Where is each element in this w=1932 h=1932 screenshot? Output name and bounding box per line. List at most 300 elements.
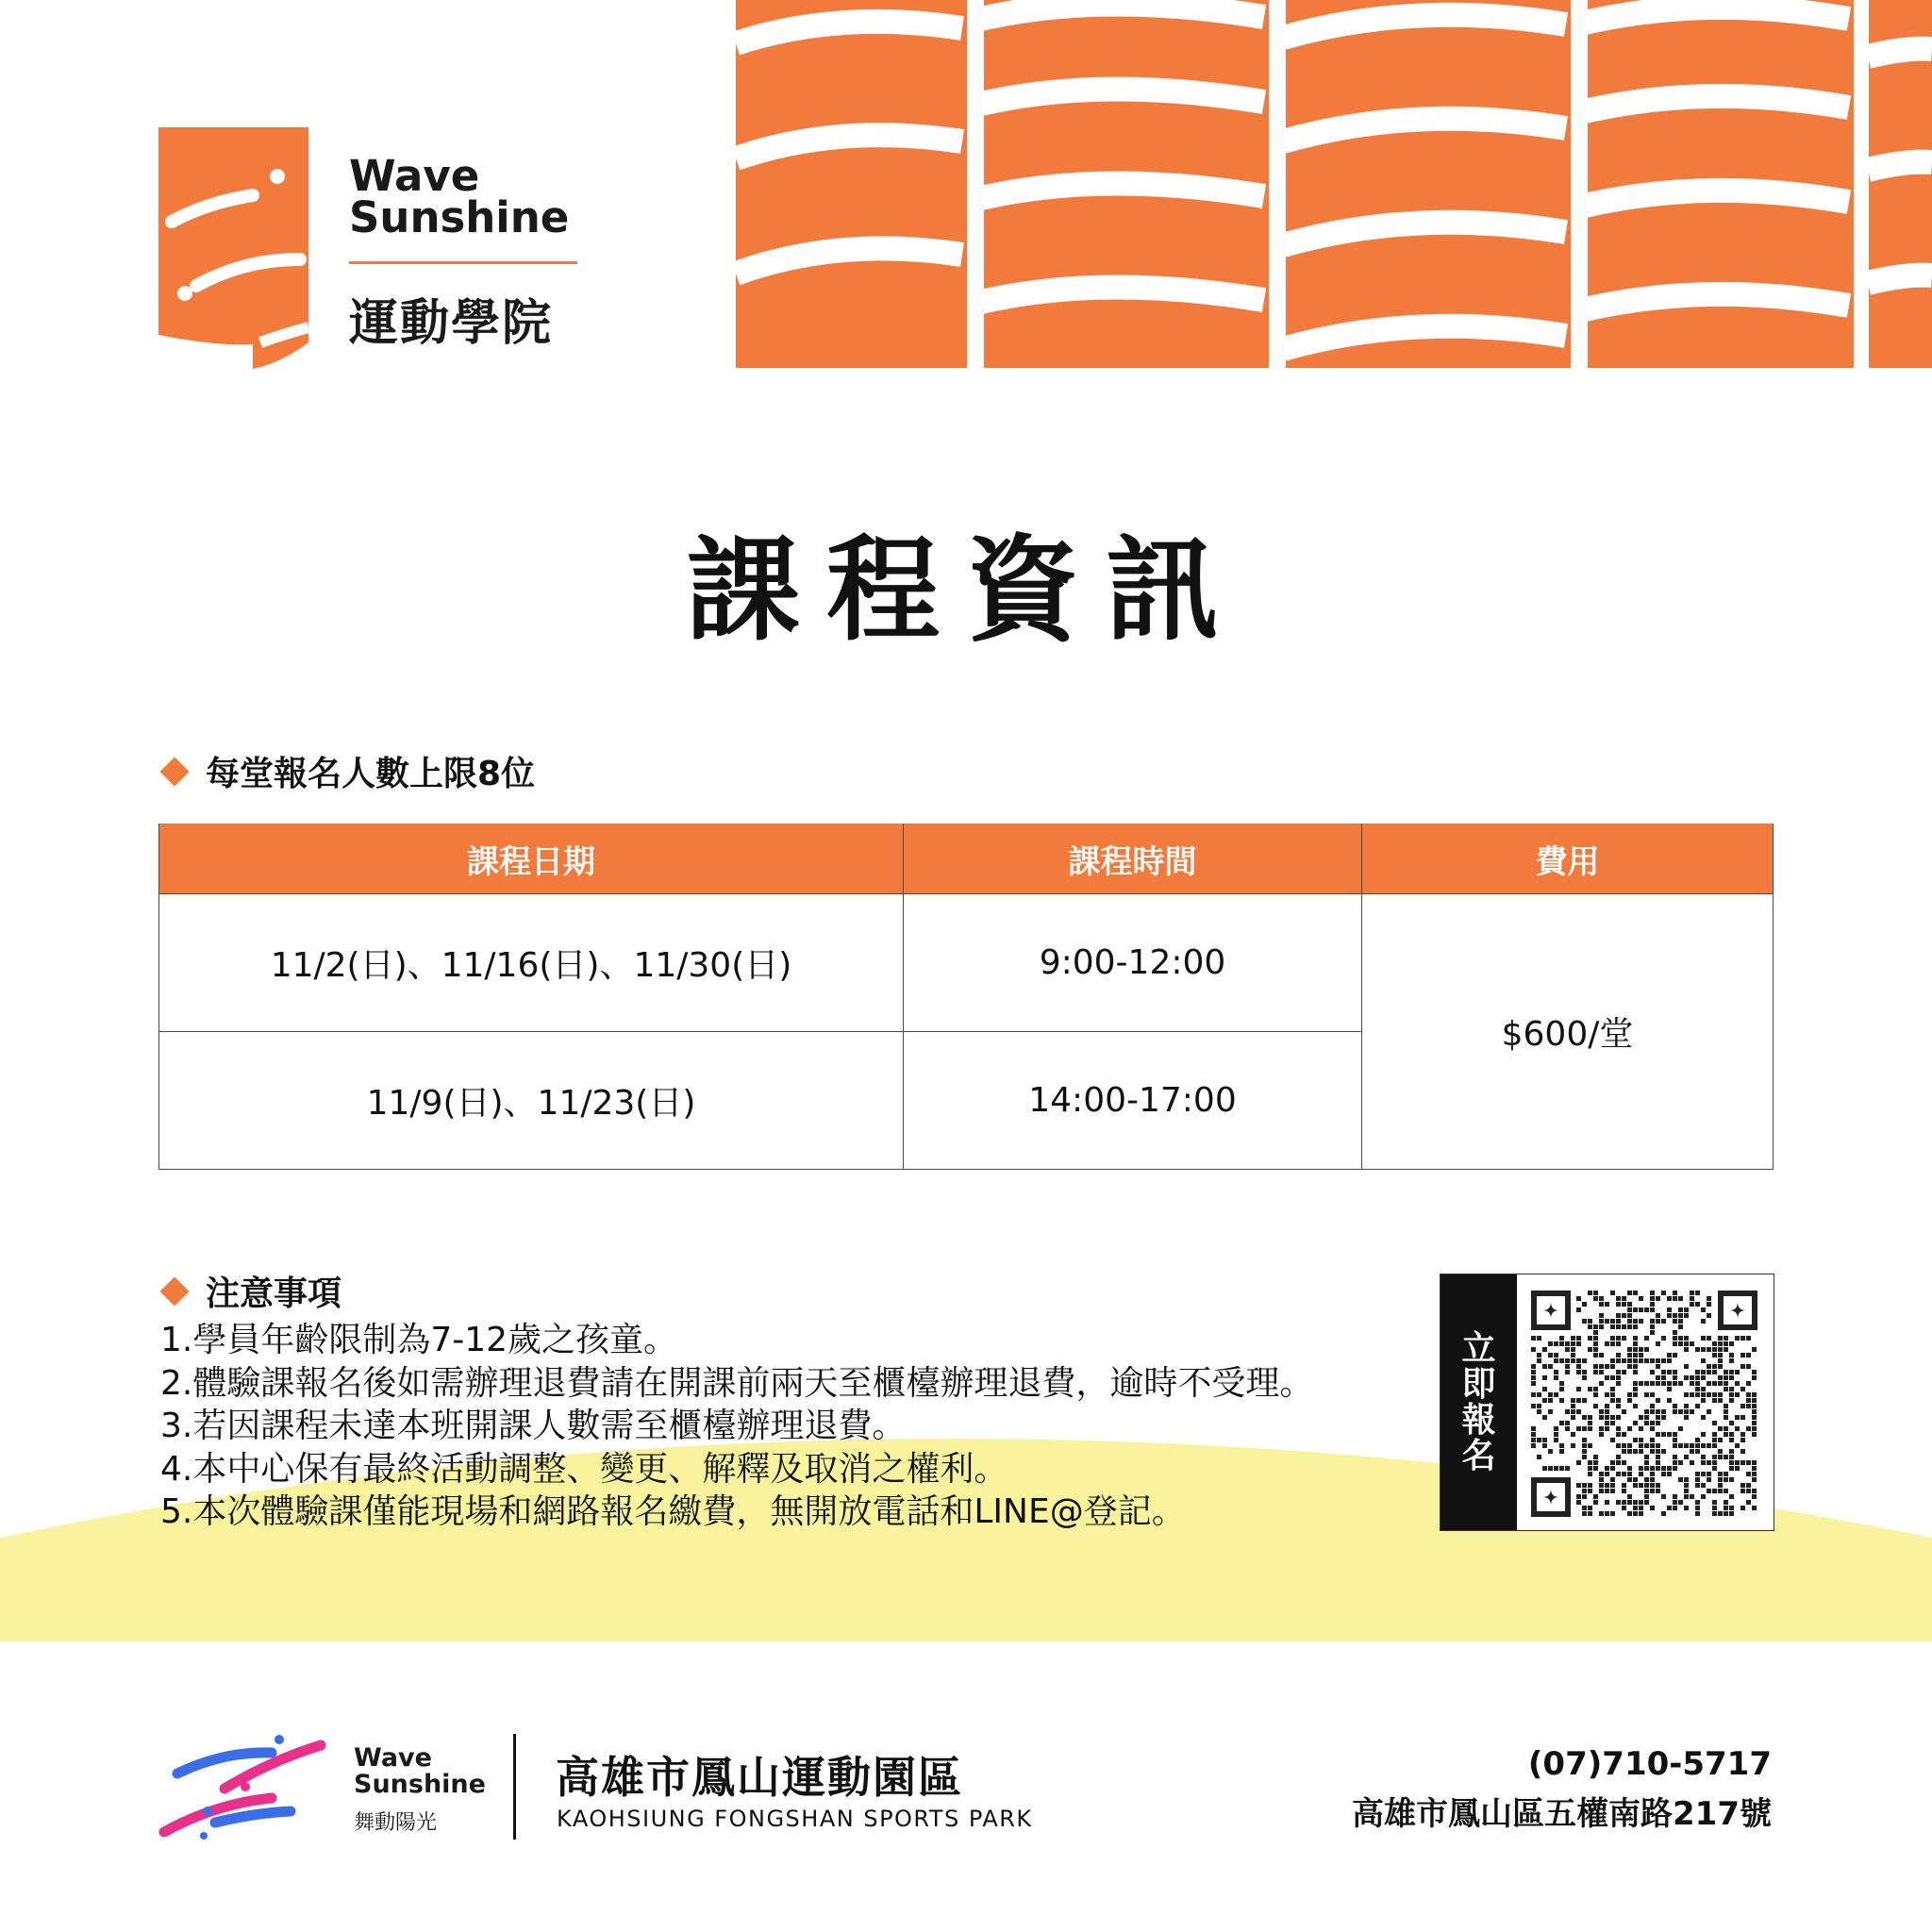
- qr-module: [1673, 1494, 1677, 1499]
- qr-module: [1661, 1319, 1666, 1324]
- qr-module: [1673, 1296, 1677, 1301]
- qr-module: [1752, 1370, 1757, 1374]
- qr-module: [1616, 1460, 1621, 1465]
- qr-module: [1559, 1398, 1564, 1403]
- qr-module: [1661, 1409, 1666, 1414]
- qr-module: [1616, 1500, 1621, 1505]
- header-course-time: 課程時間: [904, 824, 1362, 894]
- qr-module: [1729, 1455, 1734, 1459]
- qr-module: [1752, 1489, 1757, 1493]
- qr-module: [1582, 1302, 1587, 1307]
- qr-module: [1627, 1324, 1632, 1329]
- qr-module: [1593, 1392, 1598, 1397]
- qr-module: [1633, 1324, 1638, 1329]
- qr-module: [1673, 1381, 1677, 1386]
- qr-module: [1752, 1398, 1757, 1403]
- qr-module: [1701, 1494, 1706, 1499]
- diamond-bullet-icon: [159, 757, 189, 786]
- qr-module: [1610, 1415, 1615, 1420]
- qr-module: [1746, 1472, 1751, 1476]
- qr-module: [1627, 1364, 1632, 1369]
- qr-module: [1656, 1449, 1660, 1454]
- qr-module: [1610, 1483, 1615, 1488]
- qr-module: [1712, 1398, 1717, 1403]
- qr-module: [1559, 1421, 1564, 1425]
- qr-module: [1644, 1421, 1649, 1425]
- qr-module: [1724, 1426, 1728, 1431]
- qr-module: [1729, 1432, 1734, 1437]
- qr-module: [1746, 1381, 1751, 1386]
- qr-module: [1673, 1404, 1677, 1408]
- qr-module: [1718, 1358, 1723, 1363]
- qr-module: [1684, 1364, 1689, 1369]
- qr-module: [1644, 1409, 1649, 1414]
- qr-module: [1582, 1489, 1587, 1493]
- qr-module: [1616, 1353, 1621, 1357]
- qr-module: [1695, 1302, 1700, 1307]
- qr-module: [1673, 1409, 1677, 1414]
- qr-module: [1633, 1358, 1638, 1363]
- qr-module: [1673, 1353, 1677, 1357]
- wave-sunshine-footer-logo-icon: [158, 1732, 328, 1840]
- qr-module: [1582, 1415, 1587, 1420]
- qr-module: [1605, 1483, 1609, 1488]
- qr-module: [1678, 1307, 1683, 1312]
- qr-module: [1735, 1336, 1740, 1341]
- qr-module: [1718, 1449, 1723, 1454]
- qr-module: [1701, 1432, 1706, 1437]
- qr-module: [1752, 1415, 1757, 1420]
- qr-module: [1724, 1489, 1728, 1493]
- qr-module: [1605, 1375, 1609, 1380]
- qr-module: [1712, 1460, 1717, 1465]
- qr-module: [1701, 1370, 1706, 1374]
- qr-module: [1684, 1341, 1689, 1346]
- qr-module: [1707, 1460, 1711, 1465]
- qr-module: [1752, 1347, 1757, 1352]
- qr-module: [1548, 1398, 1553, 1403]
- qr-module: [1531, 1432, 1536, 1437]
- qr-module: [1729, 1341, 1734, 1346]
- qr-module: [1639, 1443, 1643, 1448]
- qr-module: [1633, 1438, 1638, 1442]
- qr-module: [1690, 1409, 1694, 1414]
- qr-module: [1740, 1438, 1745, 1442]
- qr-module: [1650, 1296, 1655, 1301]
- qr-module: [1695, 1443, 1700, 1448]
- qr-module: [1571, 1404, 1575, 1408]
- qr-module: [1695, 1472, 1700, 1476]
- qr-module: [1610, 1392, 1615, 1397]
- qr-module: [1633, 1421, 1638, 1425]
- qr-module: [1656, 1319, 1660, 1324]
- qr-module: [1746, 1336, 1751, 1341]
- qr-module: [1656, 1375, 1660, 1380]
- qr-module: [1639, 1449, 1643, 1454]
- qr-module: [1701, 1392, 1706, 1397]
- qr-module: [1571, 1415, 1575, 1420]
- qr-module: [1729, 1421, 1734, 1425]
- qr-module: [1678, 1313, 1683, 1318]
- qr-module: [1701, 1455, 1706, 1459]
- qr-module: [1701, 1307, 1706, 1312]
- qr-module: [1724, 1341, 1728, 1346]
- qr-module: [1588, 1291, 1592, 1295]
- qr-module: [1678, 1319, 1683, 1324]
- qr-module: [1554, 1392, 1558, 1397]
- qr-module: [1644, 1483, 1649, 1488]
- qr-module: [1593, 1460, 1598, 1465]
- qr-module: [1542, 1443, 1547, 1448]
- qr-module: [1559, 1387, 1564, 1391]
- qr-module: [1650, 1330, 1655, 1335]
- qr-module: [1559, 1341, 1564, 1346]
- list-item: 1.學員年齡限制為7-12歲之孩童。: [160, 1321, 678, 1359]
- qr-module: [1735, 1415, 1740, 1420]
- qr-module: [1537, 1392, 1541, 1397]
- qr-module: [1639, 1353, 1643, 1357]
- qr-module: [1695, 1500, 1700, 1505]
- qr-module: [1644, 1443, 1649, 1448]
- qr-module: [1746, 1460, 1751, 1465]
- qr-module: [1548, 1341, 1553, 1346]
- qr-module: [1650, 1302, 1655, 1307]
- qr-module: [1735, 1460, 1740, 1465]
- qr-module: [1673, 1330, 1677, 1335]
- qr-module: [1593, 1353, 1598, 1357]
- qr-module: [1695, 1375, 1700, 1380]
- qr-module: [1633, 1449, 1638, 1454]
- page-title: 課程資訊: [687, 524, 1245, 657]
- qr-module: [1616, 1443, 1621, 1448]
- qr-module: [1633, 1347, 1638, 1352]
- qr-module: [1684, 1409, 1689, 1414]
- qr-module: [1616, 1313, 1621, 1318]
- qr-module: [1633, 1483, 1638, 1488]
- course-dates-cell: 11/2(日)、11/16(日)、11/30(日): [159, 894, 904, 1032]
- qr-module: [1656, 1364, 1660, 1369]
- header-fee: 費用: [1362, 824, 1774, 894]
- qr-module: [1548, 1449, 1553, 1454]
- qr-module: [1542, 1387, 1547, 1391]
- qr-module: [1718, 1381, 1723, 1386]
- qr-module: [1690, 1375, 1694, 1380]
- qr-module: [1633, 1291, 1638, 1295]
- qr-module: [1605, 1302, 1609, 1307]
- qr-module: [1582, 1426, 1587, 1431]
- qr-module: [1639, 1347, 1643, 1352]
- qr-module: [1752, 1392, 1757, 1397]
- qr-module: [1673, 1336, 1677, 1341]
- qr-module: [1639, 1511, 1643, 1516]
- qr-module: [1735, 1392, 1740, 1397]
- qr-module: [1633, 1381, 1638, 1386]
- register-now-qr[interactable]: [1440, 1274, 1774, 1531]
- qr-module: [1627, 1392, 1632, 1397]
- qr-module: [1752, 1409, 1757, 1414]
- qr-module: [1752, 1506, 1757, 1510]
- qr-finder-pattern: [1534, 1293, 1568, 1327]
- qr-module: [1610, 1466, 1615, 1471]
- qr-module: [1746, 1364, 1751, 1369]
- qr-module: [1582, 1319, 1587, 1324]
- qr-module: [1718, 1477, 1723, 1482]
- qr-module: [1712, 1500, 1717, 1505]
- qr-module: [1559, 1449, 1564, 1454]
- qr-module: [1729, 1477, 1734, 1482]
- qr-module: [1644, 1392, 1649, 1397]
- qr-module: [1656, 1296, 1660, 1301]
- course-schedule-table: [158, 824, 1774, 1170]
- qr-module: [1667, 1296, 1672, 1301]
- qr-module: [1627, 1443, 1632, 1448]
- qr-module: [1639, 1381, 1643, 1386]
- qr-module: [1667, 1313, 1672, 1318]
- qr-module: [1610, 1489, 1615, 1493]
- qr-module: [1616, 1358, 1621, 1363]
- qr-module: [1740, 1415, 1745, 1420]
- qr-module: [1599, 1364, 1604, 1369]
- qr-module: [1605, 1511, 1609, 1516]
- qr-module: [1724, 1500, 1728, 1505]
- qr-module: [1531, 1438, 1536, 1442]
- qr-module: [1650, 1426, 1655, 1431]
- qr-module: [1531, 1381, 1536, 1386]
- qr-module: [1582, 1455, 1587, 1459]
- header-course-date: 課程日期: [159, 824, 904, 894]
- qr-module: [1571, 1358, 1575, 1363]
- qr-module: [1684, 1404, 1689, 1408]
- qr-module: [1673, 1341, 1677, 1346]
- qr-module: [1746, 1489, 1751, 1493]
- qr-module: [1712, 1370, 1717, 1374]
- qr-module: [1678, 1460, 1683, 1465]
- notice-heading-text: 注意事項: [206, 1274, 342, 1313]
- qr-module: [1593, 1330, 1598, 1335]
- qr-module: [1712, 1455, 1717, 1459]
- qr-module: [1667, 1358, 1672, 1363]
- qr-module: [1639, 1500, 1643, 1505]
- qr-module: [1661, 1449, 1666, 1454]
- qr-module: [1746, 1398, 1751, 1403]
- qr-module: [1656, 1432, 1660, 1437]
- qr-module: [1565, 1421, 1570, 1425]
- qr-module: [1724, 1375, 1728, 1380]
- qr-module: [1718, 1483, 1723, 1488]
- qr-module: [1673, 1443, 1677, 1448]
- qr-module: [1576, 1307, 1581, 1312]
- qr-module: [1644, 1415, 1649, 1420]
- qr-module: [1656, 1466, 1660, 1471]
- qr-module: [1667, 1472, 1672, 1476]
- qr-module: [1588, 1483, 1592, 1488]
- qr-module: [1588, 1421, 1592, 1425]
- qr-module: [1729, 1375, 1734, 1380]
- qr-module: [1667, 1387, 1672, 1391]
- qr-module: [1565, 1466, 1570, 1471]
- qr-module: [1542, 1364, 1547, 1369]
- qr-module: [1701, 1319, 1706, 1324]
- qr-module: [1656, 1381, 1660, 1386]
- qr-module: [1684, 1477, 1689, 1482]
- qr-module: [1537, 1455, 1541, 1459]
- qr-module: [1695, 1347, 1700, 1352]
- qr-module: [1678, 1443, 1683, 1448]
- qr-module: [1576, 1387, 1581, 1391]
- qr-module: [1673, 1313, 1677, 1318]
- qr-module: [1537, 1404, 1541, 1408]
- qr-module: [1650, 1443, 1655, 1448]
- qr-module: [1707, 1364, 1711, 1369]
- qr-module: [1599, 1511, 1604, 1516]
- qr-module: [1690, 1494, 1694, 1499]
- qr-module: [1701, 1472, 1706, 1476]
- qr-module: [1707, 1409, 1711, 1414]
- qr-module: [1724, 1506, 1728, 1510]
- qr-module: [1707, 1381, 1711, 1386]
- qr-module: [1559, 1358, 1564, 1363]
- qr-module: [1695, 1381, 1700, 1386]
- qr-module: [1605, 1500, 1609, 1505]
- qr-module: [1571, 1336, 1575, 1341]
- qr-module: [1740, 1449, 1745, 1454]
- qr-module: [1752, 1375, 1757, 1380]
- qr-module: [1673, 1291, 1677, 1295]
- qr-module: [1712, 1511, 1717, 1516]
- course-time-cell: 9:00-12:00: [904, 894, 1362, 1032]
- qr-finder-pattern: [1534, 1480, 1568, 1514]
- qr-module: [1684, 1375, 1689, 1380]
- qr-module: [1667, 1398, 1672, 1403]
- qr-module: [1599, 1313, 1604, 1318]
- qr-module: [1616, 1381, 1621, 1386]
- qr-module: [1707, 1489, 1711, 1493]
- list-item: 3.若因課程未達本班開課人數需至櫃檯辦理退費。: [160, 1407, 907, 1445]
- qr-module: [1661, 1472, 1666, 1476]
- qr-module: [1684, 1483, 1689, 1488]
- brand-divider: [349, 261, 577, 264]
- qr-module: [1582, 1506, 1587, 1510]
- qr-module: [1554, 1438, 1558, 1442]
- qr-module: [1576, 1426, 1581, 1431]
- qr-module: [1531, 1443, 1536, 1448]
- qr-module: [1644, 1494, 1649, 1499]
- contact-address: 高雄市鳳山區五權南路217號: [1352, 1795, 1772, 1833]
- qr-module: [1746, 1500, 1751, 1505]
- qr-module: [1650, 1381, 1655, 1386]
- qr-module: [1588, 1489, 1592, 1493]
- qr-module: [1707, 1313, 1711, 1318]
- qr-module: [1582, 1358, 1587, 1363]
- qr-module: [1712, 1353, 1717, 1357]
- qr-module: [1650, 1466, 1655, 1471]
- qr-module: [1531, 1404, 1536, 1408]
- qr-module: [1712, 1506, 1717, 1510]
- qr-module: [1610, 1375, 1615, 1380]
- qr-module: [1746, 1353, 1751, 1357]
- qr-module: [1752, 1404, 1757, 1408]
- qr-module: [1622, 1324, 1626, 1329]
- qr-module: [1740, 1489, 1745, 1493]
- qr-module: [1707, 1472, 1711, 1476]
- qr-module: [1605, 1409, 1609, 1414]
- qr-module: [1627, 1398, 1632, 1403]
- qr-module: [1531, 1364, 1536, 1369]
- qr-module: [1729, 1370, 1734, 1374]
- qr-module: [1724, 1404, 1728, 1408]
- qr-module: [1548, 1392, 1553, 1397]
- qr-module: [1582, 1370, 1587, 1374]
- qr-module: [1610, 1324, 1615, 1329]
- qr-module: [1729, 1392, 1734, 1397]
- qr-module: [1610, 1364, 1615, 1369]
- qr-module: [1599, 1483, 1604, 1488]
- qr-module: [1616, 1302, 1621, 1307]
- qr-module: [1599, 1477, 1604, 1482]
- qr-module: [1565, 1347, 1570, 1352]
- qr-module: [1599, 1296, 1604, 1301]
- qr-module: [1627, 1466, 1632, 1471]
- qr-module: [1593, 1466, 1598, 1471]
- qr-module: [1740, 1404, 1745, 1408]
- qr-module: [1712, 1341, 1717, 1346]
- qr-module: [1690, 1302, 1694, 1307]
- qr-module: [1701, 1398, 1706, 1403]
- qr-module: [1593, 1500, 1598, 1505]
- qr-module: [1616, 1341, 1621, 1346]
- qr-module: [1559, 1381, 1564, 1386]
- qr-module: [1531, 1392, 1536, 1397]
- qr-module: [1616, 1296, 1621, 1301]
- qr-module: [1644, 1381, 1649, 1386]
- qr-module: [1593, 1455, 1598, 1459]
- qr-module: [1571, 1409, 1575, 1414]
- qr-module: [1724, 1472, 1728, 1476]
- qr-module: [1593, 1364, 1598, 1369]
- qr-module: [1639, 1438, 1643, 1442]
- qr-module: [1650, 1489, 1655, 1493]
- qr-module: [1701, 1375, 1706, 1380]
- qr-module: [1650, 1307, 1655, 1312]
- qr-module: [1712, 1392, 1717, 1397]
- qr-module: [1610, 1477, 1615, 1482]
- qr-module: [1576, 1336, 1581, 1341]
- qr-module: [1650, 1449, 1655, 1454]
- qr-module: [1684, 1392, 1689, 1397]
- qr-module: [1667, 1432, 1672, 1437]
- brand-name: Wave Sunshine: [349, 151, 570, 242]
- qr-module: [1593, 1341, 1598, 1346]
- qr-module: [1729, 1387, 1734, 1391]
- qr-module: [1729, 1438, 1734, 1442]
- qr-module: [1633, 1364, 1638, 1369]
- qr-module: [1605, 1489, 1609, 1493]
- qr-module: [1616, 1319, 1621, 1324]
- qr-module: [1610, 1336, 1615, 1341]
- qr-module: [1633, 1336, 1638, 1341]
- footer-brand-name: Wave Sunshine: [354, 1743, 486, 1799]
- qr-module: [1622, 1489, 1626, 1493]
- diamond-bullet-icon: [159, 1276, 189, 1306]
- qr-module: [1746, 1426, 1751, 1431]
- qr-module: [1656, 1489, 1660, 1493]
- qr-module: [1661, 1370, 1666, 1374]
- qr-module: [1690, 1449, 1694, 1454]
- wave-pattern-banner: [736, 0, 1932, 368]
- qr-code-icon[interactable]: [1531, 1291, 1757, 1517]
- qr-module: [1667, 1381, 1672, 1386]
- qr-module: [1718, 1438, 1723, 1442]
